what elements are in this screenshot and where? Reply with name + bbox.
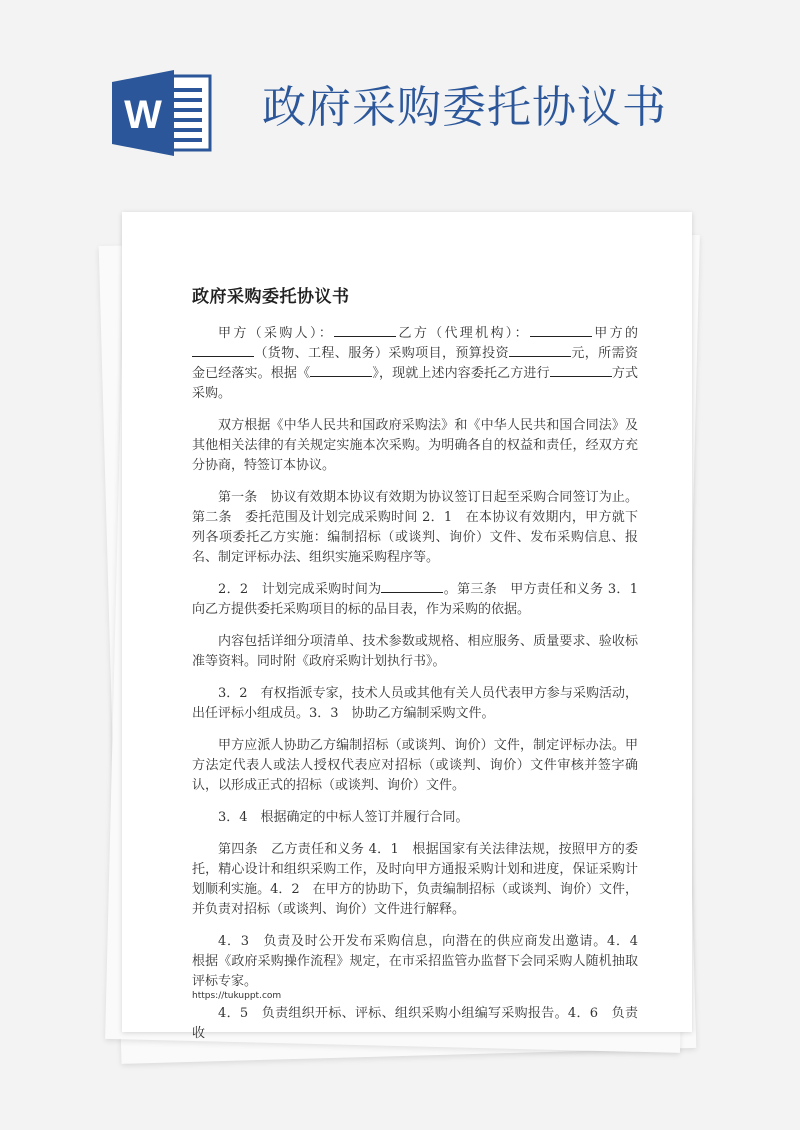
paragraph-text: 3．2 有权指派专家，技术人员或其他有关人员代表甲方参与采购活动，出任评标小组成员。3．3 协助乙方编制采购文件。 xyxy=(192,686,638,721)
document-title: 政府采购委托协议书 xyxy=(192,287,350,307)
paragraph-text: 甲方（采购人）： xyxy=(218,326,335,341)
document-page xyxy=(122,212,692,1041)
fill-in-blank xyxy=(550,364,612,377)
paragraph-text: 第一条 协议有效期本协议有效期为协议签订日起至采购合同签订为止。第二条 委托范围及计划完成采购时间 2．1 在本协议有效期内，甲方就下列各项委托乙方实施：编制招标（或谈判、询价）文件、发布采购信息、报名、制定评标办法、组织实施采购程序等。 xyxy=(192,490,638,565)
fill-in-blank xyxy=(192,344,254,357)
fill-in-blank xyxy=(310,364,372,377)
paragraph-text: 元，所需资金已经落实。根据《 xyxy=(192,346,638,381)
document-paragraph xyxy=(192,932,652,992)
word-document-icon xyxy=(112,70,216,156)
fill-in-blank xyxy=(334,324,396,337)
paragraph-text: 甲方应派人协助乙方编制招标（或谈判、询价）文件，制定评标办法。甲方法定代表人或法人授权代表应对招标（或谈判、询价）文件审核并签字确认，以形成正式的招标（或谈判、询价）文件。 xyxy=(192,738,638,793)
document-paragraph xyxy=(192,632,638,672)
paragraph-text: 方式采购。 xyxy=(192,366,638,401)
document-paragraph xyxy=(192,416,638,476)
paragraph-text: 。第三条 甲方责任和义务 3．1 向乙方提供委托采购项目的标的品目表，作为采购的依据。 xyxy=(192,582,652,617)
paragraph-text: 》，现就上述内容委托乙方进行 xyxy=(372,366,550,381)
document-paragraph xyxy=(192,808,638,828)
paragraph-text: 2．2 计划完成采购时间为 xyxy=(218,582,382,597)
document-paragraph xyxy=(192,840,638,920)
footer-url: https://tukuppt.com xyxy=(192,991,282,1001)
document-paragraph xyxy=(192,324,638,404)
paragraph-text: 第四条 乙方责任和义务 4．1 根据国家有关法律法规，按照甲方的委托，精心设计和组织采购工作，及时向甲方通报采购计划和进度，保证采购计划顺利实施。4．2 在甲方的协助下，负责编制招标（或谈判、询价）文件，并负责对招标（或谈判、询价）文件进行解释。 xyxy=(192,842,638,917)
document-paragraph xyxy=(192,684,638,724)
paragraph-text: 内容包括详细分项清单、技术参数或规格、相应服务、质量要求、验收标准等资料。同时附《政府采购计划执行书》。 xyxy=(192,634,638,669)
fill-in-blank xyxy=(530,324,592,337)
paragraph-text: 乙方（代理机构）： xyxy=(396,326,530,341)
word-icon-letter: W xyxy=(124,93,162,137)
paragraph-text: 3．4 根据确定的中标人签订并履行合同。 xyxy=(218,810,469,825)
paragraph-text: 甲方的 xyxy=(591,326,638,341)
paragraph-text: 双方根据《中华人民共和国政府采购法》和《中华人民共和国合同法》及其他相关法律的有关规定实施本次采购。为明确各自的权益和责任，经双方充分协商，特签订本协议。 xyxy=(192,418,638,473)
paragraph-text: 4．3 负责及时公开发布采购信息，向潜在的供应商发出邀请。4．4 根据《政府采购操作流程》规定，在市采招监管办监督下会同采购人随机抽取评标专家。 xyxy=(192,934,652,989)
paragraph-text: （货物、工程、服务）采购项目，预算投资 xyxy=(254,346,509,361)
page-heading: 政府采购委托协议书 xyxy=(262,82,667,133)
fill-in-blank xyxy=(509,344,571,357)
document-paragraph xyxy=(192,736,638,796)
document-paragraph xyxy=(192,1004,638,1044)
document-body xyxy=(192,324,652,1056)
document-paragraph xyxy=(192,488,638,568)
paragraph-text: 4．5 负责组织开标、评标、组织采购小组编写采购报告。4．6 负责收 xyxy=(192,1006,638,1041)
document-paragraph xyxy=(192,580,652,620)
fill-in-blank xyxy=(381,580,443,593)
